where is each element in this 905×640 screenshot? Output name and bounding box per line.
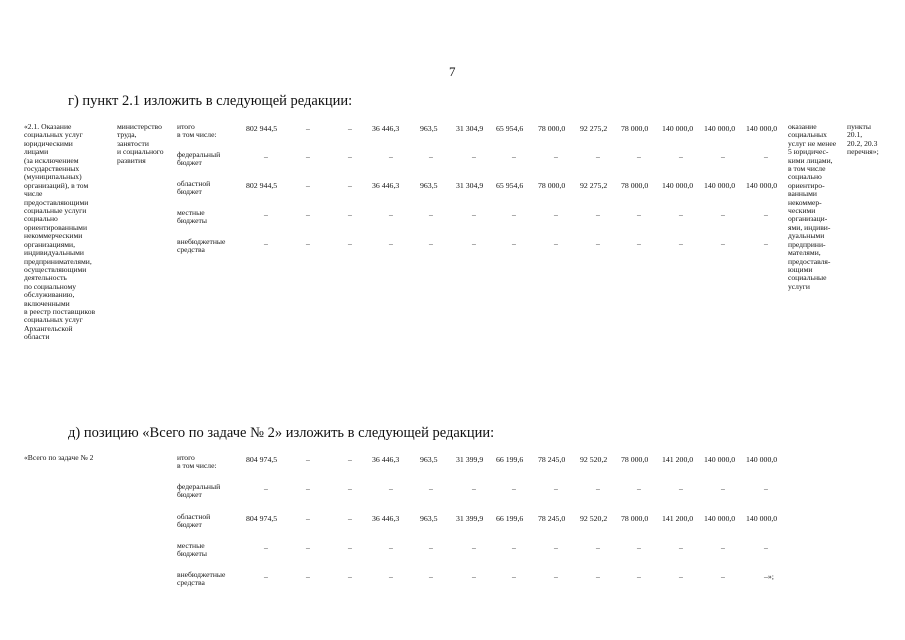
amount-cell: –: [596, 210, 600, 219]
funding-source-label: областной бюджет: [177, 512, 211, 530]
amount-cell: –: [512, 239, 516, 248]
amount-cell: –: [429, 484, 433, 493]
amount-cell: –: [512, 572, 516, 581]
amount-cell: 65 954,6: [496, 181, 524, 190]
amount-cell: –: [764, 152, 768, 161]
amount-cell: 802 944,5: [246, 124, 278, 133]
amount-cell: 140 000,0: [662, 181, 694, 190]
amount-cell: –: [596, 572, 600, 581]
link-to-list-cell: пункты 20.1, 20.2, 20.3 перечня»;: [847, 122, 879, 157]
amount-cell: 36 446,3: [372, 514, 400, 523]
amount-cell: 31 399,9: [456, 514, 484, 523]
amount-cell: –: [472, 239, 476, 248]
amount-cell: –: [264, 210, 268, 219]
amount-cell: –: [389, 572, 393, 581]
amount-cell: 140 000,0: [746, 124, 778, 133]
amount-cell: –: [264, 152, 268, 161]
amount-cell: –: [389, 210, 393, 219]
amount-cell: –: [472, 572, 476, 581]
amount-cell: –: [554, 484, 558, 493]
funding-source-label: итого в том числе:: [177, 122, 217, 140]
amount-cell: 963,5: [420, 455, 438, 464]
row-title-cell: «2.1. Оказание социальных услуг юридическими лицами (за исключением государственных (муниципальных) организаций), в том числе предоставляющими социальные услуги социально ориентированными некоммерческими организациями, индивидуальными предпринимателями, осуществляющими деятельность по социальному обслуживанию, включенными в реестр поставщиков социальных услуг Архангельской области: [24, 122, 96, 342]
amount-cell: –: [348, 543, 352, 552]
amount-cell: –: [679, 572, 683, 581]
funding-source-label: внебюджетные средства: [177, 570, 226, 588]
amount-cell: 140 000,0: [746, 455, 778, 464]
amount-cell: 141 200,0: [662, 514, 694, 523]
funding-source-label: внебюджетные средства: [177, 237, 226, 255]
amount-cell: –: [429, 572, 433, 581]
amount-cell: –: [306, 152, 310, 161]
responsible-executor-cell: министерство труда, занятости и социального развития: [117, 122, 164, 165]
amount-cell: 140 000,0: [704, 514, 736, 523]
amount-cell: –: [264, 239, 268, 248]
amount-cell: –: [512, 543, 516, 552]
amount-cell: –: [429, 210, 433, 219]
amount-cell: 36 446,3: [372, 124, 400, 133]
amount-cell: 802 944,5: [246, 181, 278, 190]
amount-cell: –: [306, 484, 310, 493]
amount-cell: –: [721, 484, 725, 493]
amount-cell: –: [721, 210, 725, 219]
amount-cell: –: [512, 210, 516, 219]
funding-source-label: местные бюджеты: [177, 208, 207, 226]
amount-cell: –: [348, 572, 352, 581]
amount-cell: –: [306, 455, 310, 464]
amount-cell: –: [679, 484, 683, 493]
amount-cell: –: [306, 210, 310, 219]
amount-cell: –: [637, 572, 641, 581]
amount-cell: –: [264, 572, 268, 581]
amount-cell: 78 000,0: [621, 124, 649, 133]
amount-cell: –: [306, 181, 310, 190]
amount-cell: –: [348, 484, 352, 493]
amount-cell: –: [596, 239, 600, 248]
funding-source-label: федеральный бюджет: [177, 150, 221, 168]
amount-cell: –: [348, 239, 352, 248]
amount-cell: –: [554, 572, 558, 581]
amount-cell: –: [429, 239, 433, 248]
amount-cell: –: [679, 152, 683, 161]
result-indicator-cell: оказание социальных услуг не менее 5 юридичес- кими лицами, в том числе социально ориентиро- ванными некоммер- ческими организаци- ями, индиви- дуальными предприни- мателями, предоставля- ющими социальные услуги: [788, 122, 837, 291]
amount-cell: –: [348, 124, 352, 133]
amount-cell: 140 000,0: [704, 455, 736, 464]
funding-source-label: итого в том числе:: [177, 453, 217, 471]
heading-item-g: г) пункт 2.1 изложить в следующей редакции:: [68, 93, 353, 109]
amount-cell: 140 000,0: [746, 181, 778, 190]
amount-cell: –: [764, 543, 768, 552]
amount-cell: –: [554, 210, 558, 219]
amount-cell: 140 000,0: [662, 124, 694, 133]
amount-cell: 78 000,0: [538, 124, 566, 133]
amount-cell: –: [637, 484, 641, 493]
page-number: 7: [449, 64, 456, 79]
amount-cell: 78 000,0: [621, 455, 649, 464]
amount-cell: 66 199,6: [496, 514, 524, 523]
amount-cell: –: [472, 543, 476, 552]
amount-cell: –: [764, 239, 768, 248]
amount-cell: –: [554, 239, 558, 248]
amount-cell: –: [472, 484, 476, 493]
amount-cell: –: [389, 239, 393, 248]
amount-cell: 66 199,6: [496, 455, 524, 464]
amount-cell: –: [721, 543, 725, 552]
amount-cell: –: [429, 152, 433, 161]
amount-cell: 78 000,0: [621, 514, 649, 523]
funding-source-label: федеральный бюджет: [177, 482, 221, 500]
amount-cell: –: [306, 124, 310, 133]
amount-cell: –: [348, 210, 352, 219]
amount-cell: –: [264, 484, 268, 493]
amount-cell: 963,5: [420, 514, 438, 523]
funding-source-label: местные бюджеты: [177, 541, 207, 559]
funding-source-label: областной бюджет: [177, 179, 211, 197]
amount-cell: 963,5: [420, 124, 438, 133]
amount-cell: –: [637, 543, 641, 552]
amount-cell: –: [472, 210, 476, 219]
amount-cell: –: [348, 152, 352, 161]
amount-cell: –: [679, 543, 683, 552]
amount-cell: 31 304,9: [456, 124, 484, 133]
amount-cell: 78 245,0: [538, 514, 566, 523]
amount-cell: –: [512, 484, 516, 493]
amount-cell: 92 520,2: [580, 514, 608, 523]
amount-cell: –: [596, 484, 600, 493]
amount-cell: –: [472, 152, 476, 161]
amount-cell: 92 275,2: [580, 181, 608, 190]
amount-cell: 36 446,3: [372, 455, 400, 464]
amount-cell: –: [764, 484, 768, 493]
amount-cell: 78 245,0: [538, 455, 566, 464]
amount-cell: –: [764, 210, 768, 219]
amount-cell: –: [389, 152, 393, 161]
amount-cell: 141 200,0: [662, 455, 694, 464]
amount-cell: –: [389, 484, 393, 493]
amount-cell: –: [596, 543, 600, 552]
heading-item-d: д) позицию «Всего по задаче № 2» изложить в следующей редакции:: [68, 425, 495, 441]
amount-cell: –: [306, 514, 310, 523]
row-title-cell: «Всего по задаче № 2: [24, 453, 94, 462]
amount-cell: –: [721, 239, 725, 248]
amount-cell: –: [637, 152, 641, 161]
amount-cell: –: [721, 152, 725, 161]
amount-cell: –: [596, 152, 600, 161]
amount-cell: –: [348, 514, 352, 523]
amount-cell: 31 304,9: [456, 181, 484, 190]
amount-cell: 140 000,0: [746, 514, 778, 523]
amount-cell: –: [679, 239, 683, 248]
amount-cell: –: [554, 152, 558, 161]
amount-cell: 78 000,0: [538, 181, 566, 190]
amount-cell: –: [306, 572, 310, 581]
amount-cell: 140 000,0: [704, 124, 736, 133]
amount-cell: –: [637, 210, 641, 219]
amount-cell: 36 446,3: [372, 181, 400, 190]
amount-cell: –: [306, 543, 310, 552]
amount-cell: 31 399,9: [456, 455, 484, 464]
amount-cell: 963,5: [420, 181, 438, 190]
amount-cell: –: [348, 455, 352, 464]
amount-cell: –: [554, 543, 558, 552]
amount-cell: –: [429, 543, 433, 552]
amount-cell: 92 520,2: [580, 455, 608, 464]
amount-cell: 804 974,5: [246, 514, 278, 523]
amount-cell: –: [512, 152, 516, 161]
amount-cell: 804 974,5: [246, 455, 278, 464]
amount-cell: –: [679, 210, 683, 219]
amount-cell: –»;: [764, 572, 774, 581]
amount-cell: 140 000,0: [704, 181, 736, 190]
amount-cell: 65 954,6: [496, 124, 524, 133]
amount-cell: –: [389, 543, 393, 552]
amount-cell: –: [721, 572, 725, 581]
amount-cell: –: [306, 239, 310, 248]
amount-cell: –: [264, 543, 268, 552]
amount-cell: 78 000,0: [621, 181, 649, 190]
amount-cell: –: [637, 239, 641, 248]
amount-cell: –: [348, 181, 352, 190]
amount-cell: 92 275,2: [580, 124, 608, 133]
